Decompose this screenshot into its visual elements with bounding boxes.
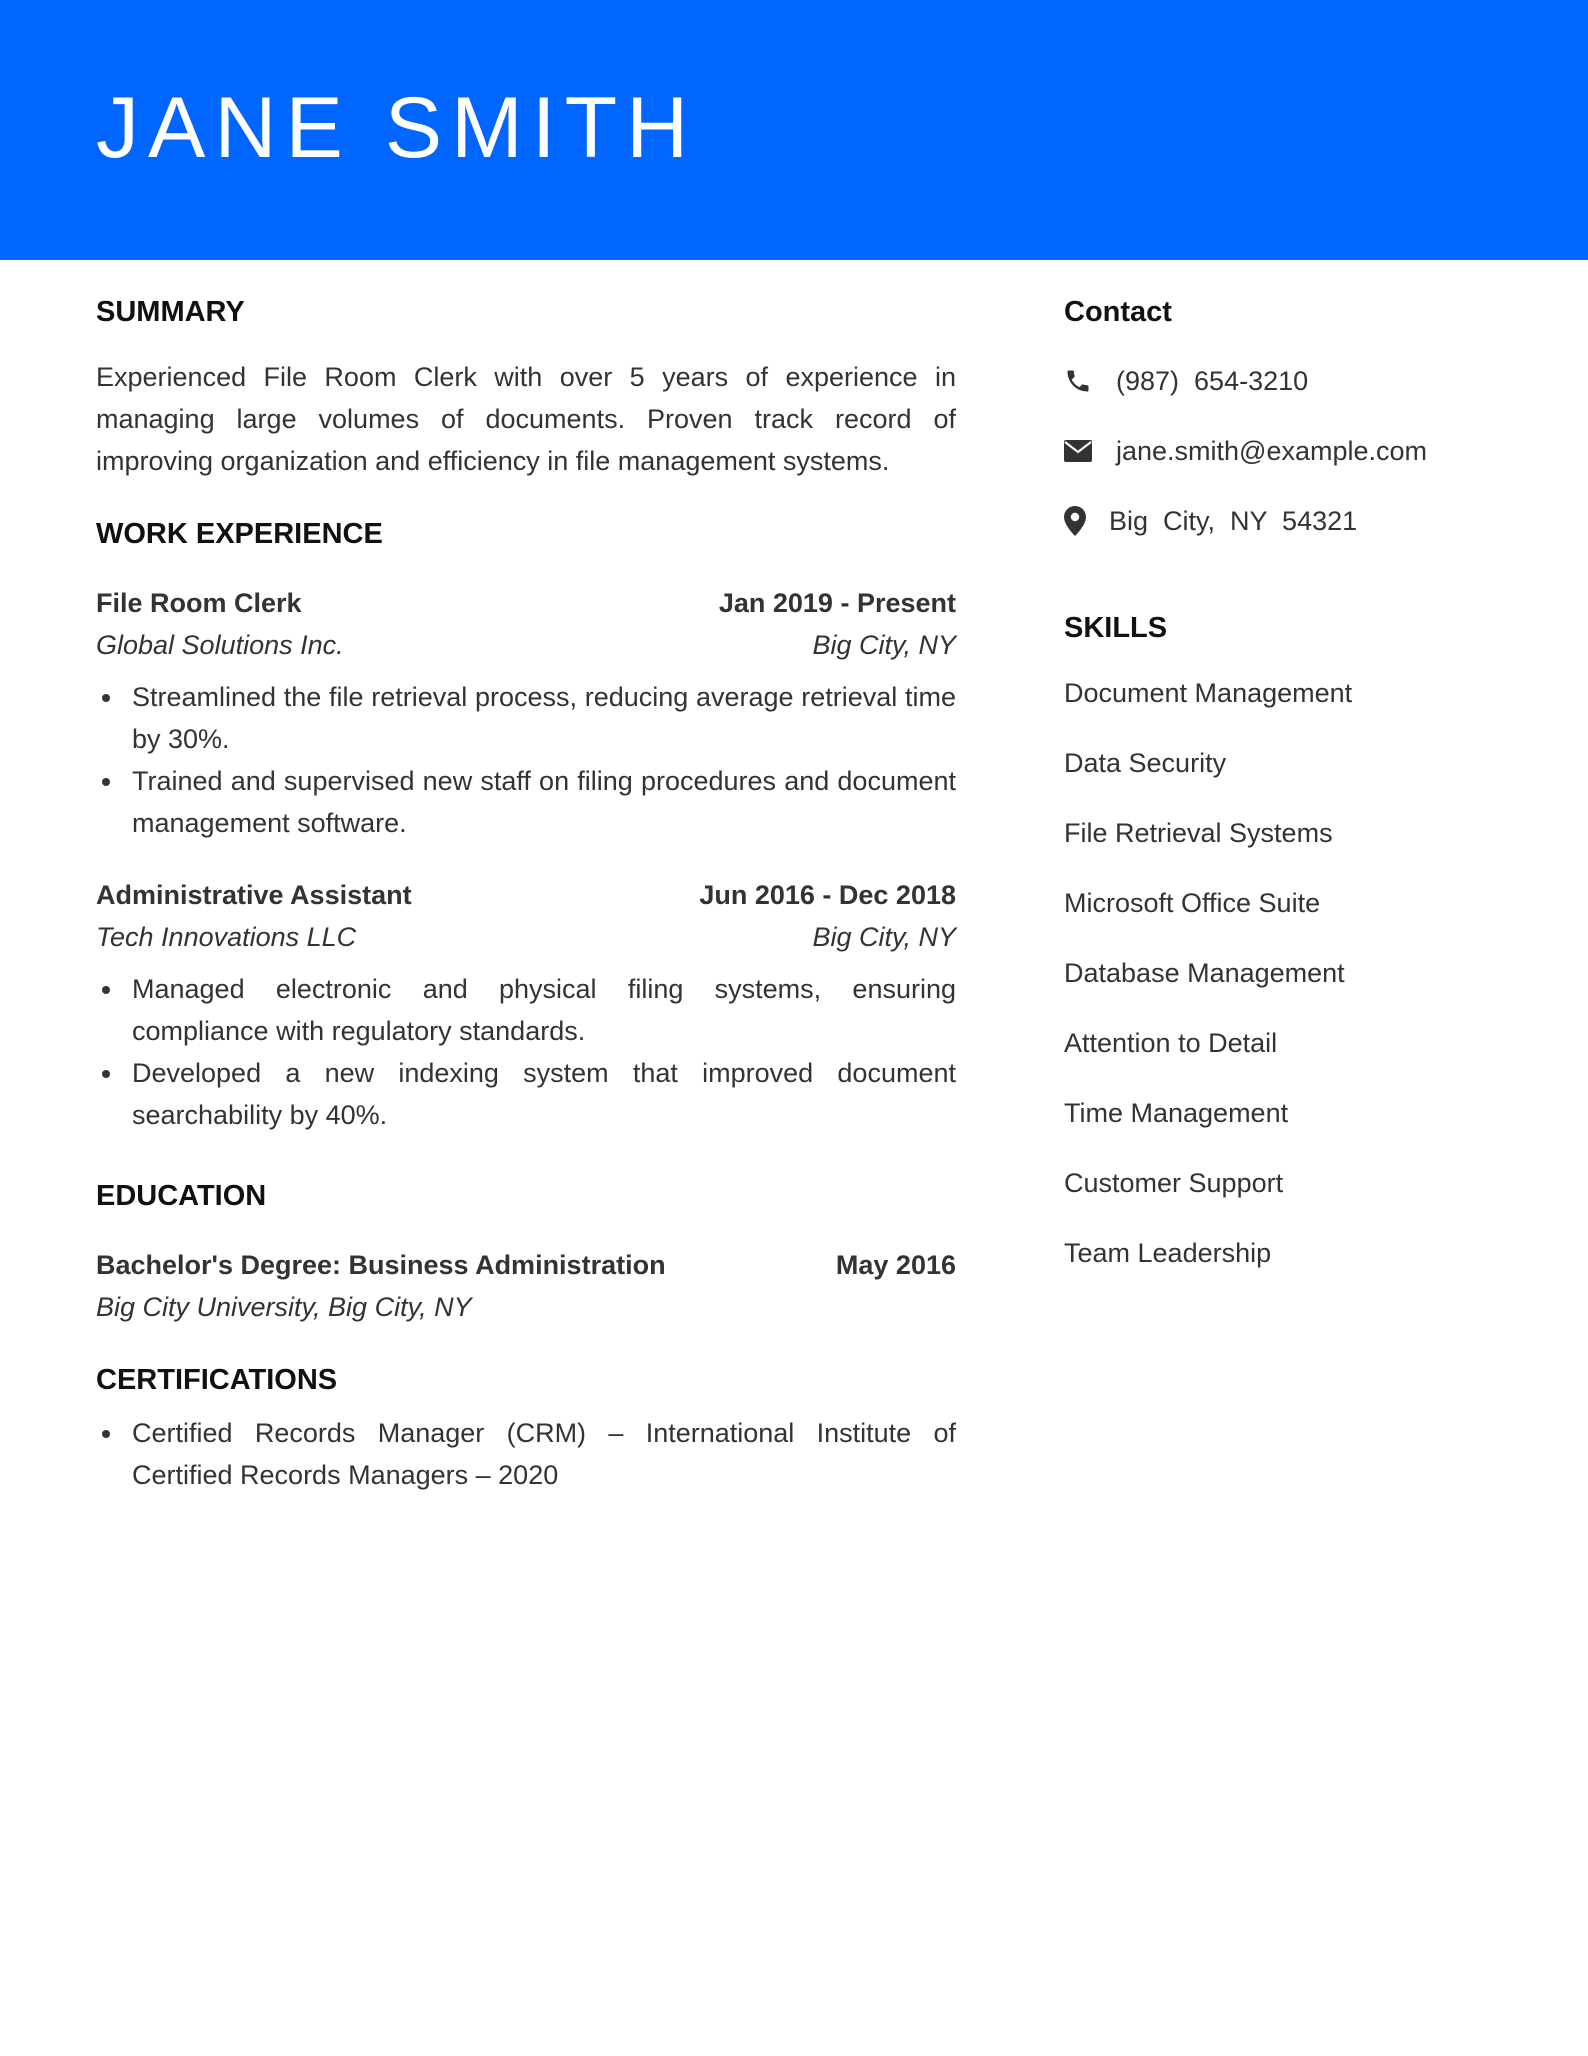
job-bullet: Managed electronic and physical filing systems, ensuring compliance with regulatory standards. bbox=[96, 968, 956, 1052]
location-text: Big City, NY 54321 bbox=[1109, 505, 1358, 536]
job-bullets bbox=[96, 968, 956, 1136]
certifications-heading: CERTIFICATIONS bbox=[96, 1364, 338, 1396]
certifications-list bbox=[96, 1412, 956, 1496]
degree: Bachelor's Degree: Business Administration bbox=[96, 1250, 666, 1280]
education-heading: EDUCATION bbox=[96, 1180, 267, 1212]
school: Big City University, Big City, NY bbox=[96, 1292, 472, 1322]
job-dates: Jan 2019 - Present bbox=[718, 588, 956, 618]
certification-item: Certified Records Manager (CRM) – International Institute of Certified Records Managers – 2020 bbox=[96, 1412, 956, 1496]
job-dates: Jun 2016 - Dec 2018 bbox=[699, 880, 956, 910]
skill-item: Data Security bbox=[1064, 748, 1227, 778]
job-bullet: Trained and supervised new staff on filing procedures and document management software. bbox=[96, 760, 956, 844]
contact-location bbox=[1064, 500, 1504, 542]
skill-item: Customer Support bbox=[1064, 1168, 1284, 1198]
skill-item: Team Leadership bbox=[1064, 1238, 1272, 1268]
skills-heading: SKILLS bbox=[1064, 612, 1168, 644]
job-company: Global Solutions Inc. bbox=[96, 630, 344, 660]
education-entry bbox=[96, 1244, 956, 1328]
skill-item: File Retrieval Systems bbox=[1064, 818, 1333, 848]
job-title: File Room Clerk bbox=[96, 588, 302, 618]
work-experience-heading: WORK EXPERIENCE bbox=[96, 518, 383, 550]
contact-phone bbox=[1064, 360, 1504, 402]
job-title: Administrative Assistant bbox=[96, 880, 412, 910]
map-pin-icon bbox=[1064, 506, 1109, 536]
contact-list bbox=[1064, 360, 1504, 542]
skills-list bbox=[1064, 672, 1504, 1274]
phone-icon bbox=[1064, 367, 1116, 395]
job-bullet: Developed a new indexing system that improved document searchability by 40%. bbox=[96, 1052, 956, 1136]
skill-item: Document Management bbox=[1064, 678, 1353, 708]
job-company: Tech Innovations LLC bbox=[96, 922, 357, 952]
skill-item: Time Management bbox=[1064, 1098, 1289, 1128]
job-bullets bbox=[96, 676, 956, 844]
candidate-name: JANE SMITH bbox=[96, 80, 698, 176]
skill-item: Attention to Detail bbox=[1064, 1028, 1278, 1058]
summary-text: Experienced File Room Clerk with over 5 years of experience in managing large volumes of documents. Proven track record of improving organization and efficiency in file management systems. bbox=[96, 362, 956, 476]
main-column bbox=[96, 290, 956, 1496]
summary-heading: SUMMARY bbox=[96, 296, 245, 328]
phone-number: (987) 654-3210 bbox=[1116, 365, 1309, 396]
job-location: Big City, NY bbox=[812, 922, 956, 952]
job-entry bbox=[96, 582, 956, 844]
contact-email bbox=[1064, 430, 1504, 472]
job-bullet: Streamlined the file retrieval process, reducing average retrieval time by 30%. bbox=[96, 676, 956, 760]
header-banner bbox=[0, 0, 1588, 260]
contact-heading: Contact bbox=[1064, 296, 1172, 328]
job-entry bbox=[96, 874, 956, 1136]
skill-item: Microsoft Office Suite bbox=[1064, 888, 1321, 918]
graduation-date: May 2016 bbox=[835, 1250, 956, 1280]
envelope-icon bbox=[1064, 440, 1116, 462]
side-column bbox=[1064, 290, 1504, 1302]
job-location: Big City, NY bbox=[812, 630, 956, 660]
skill-item: Database Management bbox=[1064, 958, 1345, 988]
email-address: jane.smith@example.com bbox=[1116, 435, 1428, 466]
